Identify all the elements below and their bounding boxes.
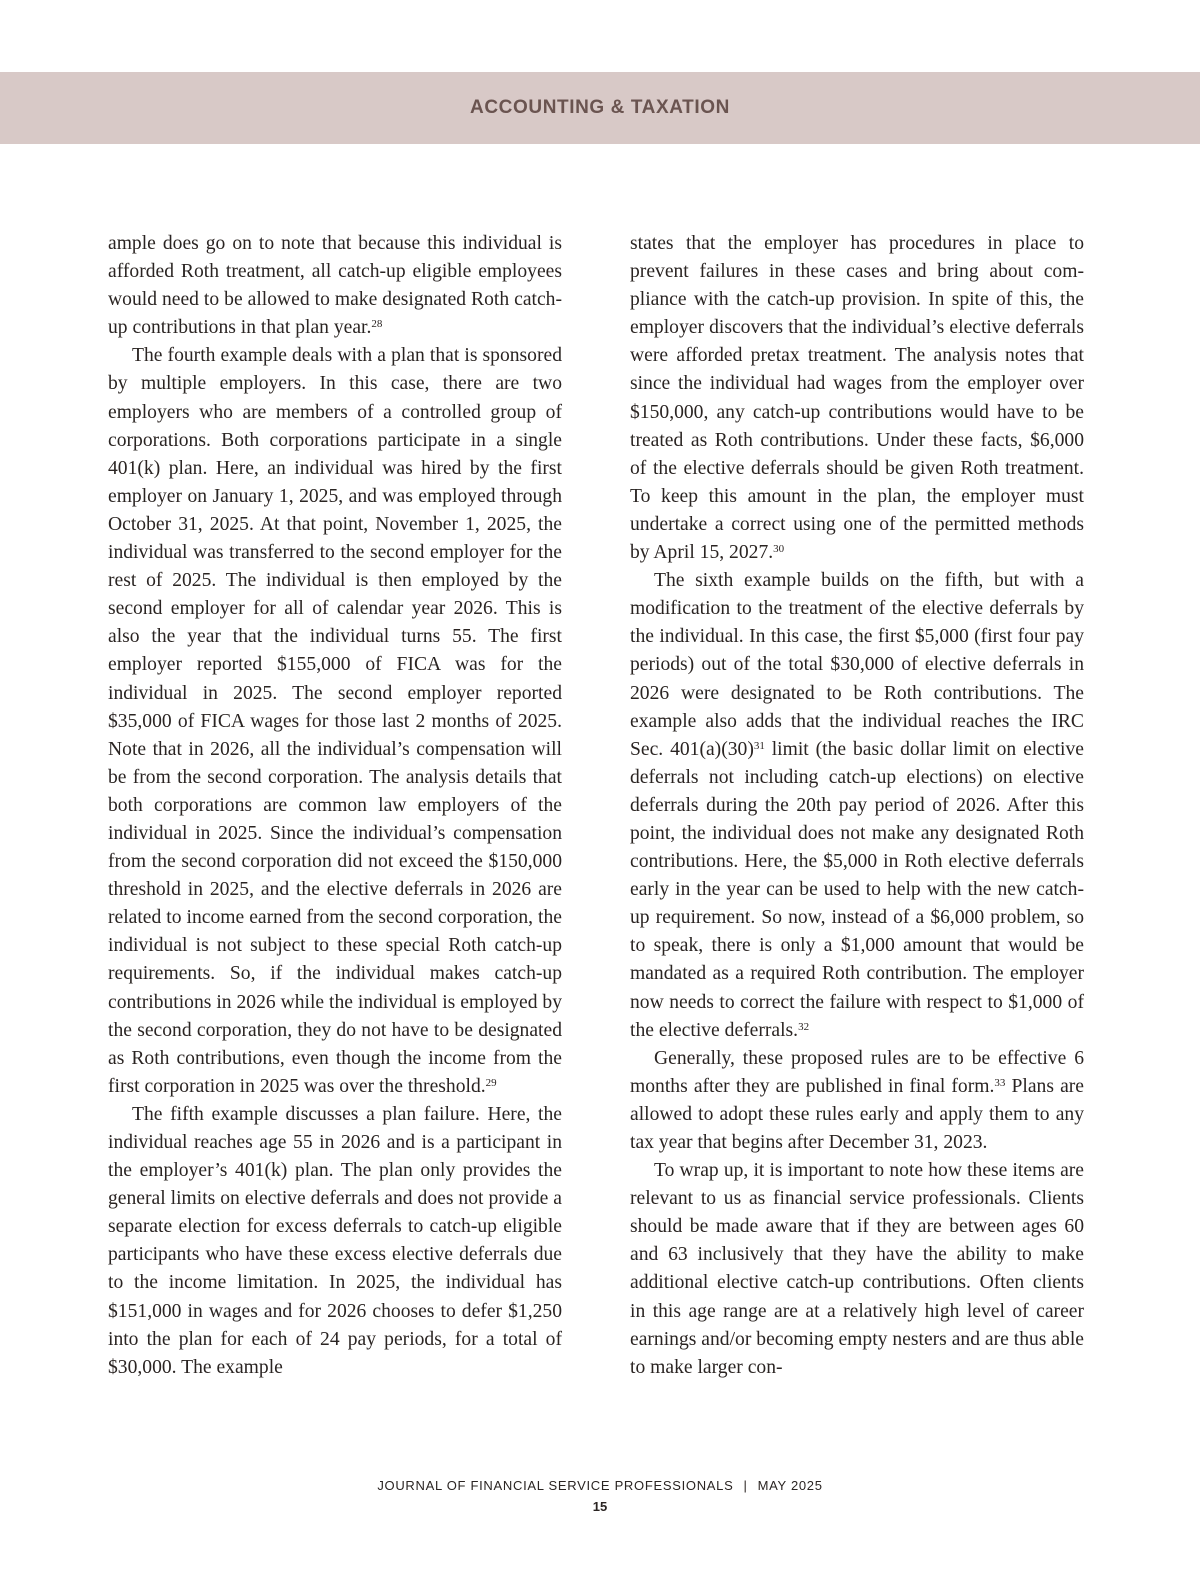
footnote-ref: 33 — [994, 1076, 1006, 1089]
footnote-ref: 29 — [485, 1076, 497, 1089]
paragraph — [630, 1045, 1084, 1157]
paragraph — [108, 1101, 562, 1382]
page-footer — [0, 1478, 1200, 1514]
footnote-ref: 30 — [773, 543, 785, 556]
paragraph-text: Generally, these proposed rules are to be effective 6 months after they are published in final form. — [630, 1047, 1084, 1097]
footer-journal-line — [0, 1478, 1200, 1493]
footnote-ref: 31 — [753, 739, 765, 752]
journal-name: JOURNAL OF FINANCIAL SERVICE PROFESSIONALS — [377, 1478, 734, 1493]
section-title: ACCOUNTING & TAXATION — [470, 97, 730, 118]
paragraph — [630, 567, 1084, 1045]
paragraph-text: The fifth example discusses a plan failure. Here, the individual reaches age 55 in 2026 and is a participant in the employer’s 401(k) plan. The plan only provides the general limits on elective deferrals and does not provide a separate election for excess deferrals to catch-up eligible participants who have these excess elective deferrals due to the income limitation. In 2025, the individual has $151,000 in wages and for 2026 chooses to defer $1,250 into the plan for each of 24 pay periods, for a total of $30,000. The example — [108, 1103, 562, 1378]
footer-separator: | — [743, 1478, 748, 1493]
paragraph-text: states that the employer has procedures in place to prevent failures in these cases and bring about compliance with the catch-up provision. In spite of this, the employer discovers that the individual’s elective deferrals were afforded pretax treatment. The analysis notes that since the individual had wages from the employer over $150,000, any catch-up contributions would have to be treated as Roth contributions. Under these facts, $6,000 of the elective deferrals should be given Roth treatment. To keep this amount in the plan, the employer must undertake a correct using one of the permitted methods by April 15, 2027. — [630, 233, 1084, 564]
paragraph-text: To wrap up, it is important to note how these items are relevant to us as financial service professionals. Clients should be made aware that if they are between ages 60 and 63 inclusively that they have the ability to make additional elective catch-up contributions. Often clients in this age range are at a relatively high level of career earnings and/or becoming empty nesters and are thus able to make larger con- — [630, 1160, 1084, 1378]
issue-date: MAY 2025 — [757, 1478, 823, 1493]
right-column — [630, 230, 1084, 1382]
paragraph — [630, 230, 1084, 567]
paragraph-text: Plans are allowed to adopt these rules early and apply them to any tax year that begins after December 31, 2023. — [630, 1075, 1084, 1153]
paragraph-text: The sixth example builds on the fifth, but with a modification to the treatment of the elective deferrals by the individual. In this case, the first $5,000 (first four pay periods) out of the total $30,000 of elective deferrals in 2026 were designated to be Roth contributions. The example also adds that the individual reaches the IRC Sec. 401(a)(30) — [630, 570, 1084, 760]
paragraph-text: limit (the basic dollar limit on elective deferrals not including catch-up elections) on elective deferrals during the 20th pay period of 2026. After this point, the individual does not make any designated Roth contributions. Here, the $5,000 in Roth elective deferrals early in the year can be used to help with the new catch-up requirement. So now, instead of a $6,000 problem, so to speak, there is only a $1,000 amount that would be mandated as a required Roth contribution. The employer now needs to correct the failure with respect to $1,000 of the elective deferrals. — [630, 738, 1084, 1041]
paragraph — [630, 1157, 1084, 1382]
section-header-band — [0, 72, 1200, 144]
footnote-ref: 28 — [371, 318, 383, 331]
paragraph — [108, 342, 562, 1101]
footnote-ref: 32 — [798, 1020, 810, 1033]
paragraph-text: ample does go on to note that because this individual is afforded Roth treatment, all catch-up eligible employees would need to be allowed to make designated Roth catch-up contributions in that plan year. — [108, 233, 562, 339]
page-number: 15 — [592, 1499, 608, 1514]
paragraph-text: The fourth example deals with a plan that is sponsored by multiple employers. In this case, there are two employers who are members of a controlled group of corporations. Both corporations participate in a single 401(k) plan. Here, an individual was hired by the first employer on January 1, 2025, and was employed through October 31, 2025. At that point, November 1, 2025, the individual was transferred to the second employer for the rest of 2025. The individual is then employed by the second employer for all of calendar year 2026. This is also the year that the individual turns 55. The first employer reported $155,000 of FICA was for the individual in 2025. The second employer reported $35,000 of FICA wages for those last 2 months of 2025. Note that in 2026, all the individual’s compensation will be from the second corporation. The analysis details that both corporations are common law employers of the individual in 2025. Since the individual’s compensation from the second corporation did not exceed the $150,000 threshold in 2025, and the elective deferrals in 2026 are related to income earned from the second corporation, the individual is not subject to these special Roth catch-up requirements. So, if the individual makes catch-up contributions in 2026 while the individual is employed by the second corporation, they do not have to be designated as Roth contributions, even though the income from the first corporation in 2025 was over the threshold. — [108, 345, 562, 1097]
left-column — [108, 230, 562, 1382]
paragraph — [108, 230, 562, 342]
